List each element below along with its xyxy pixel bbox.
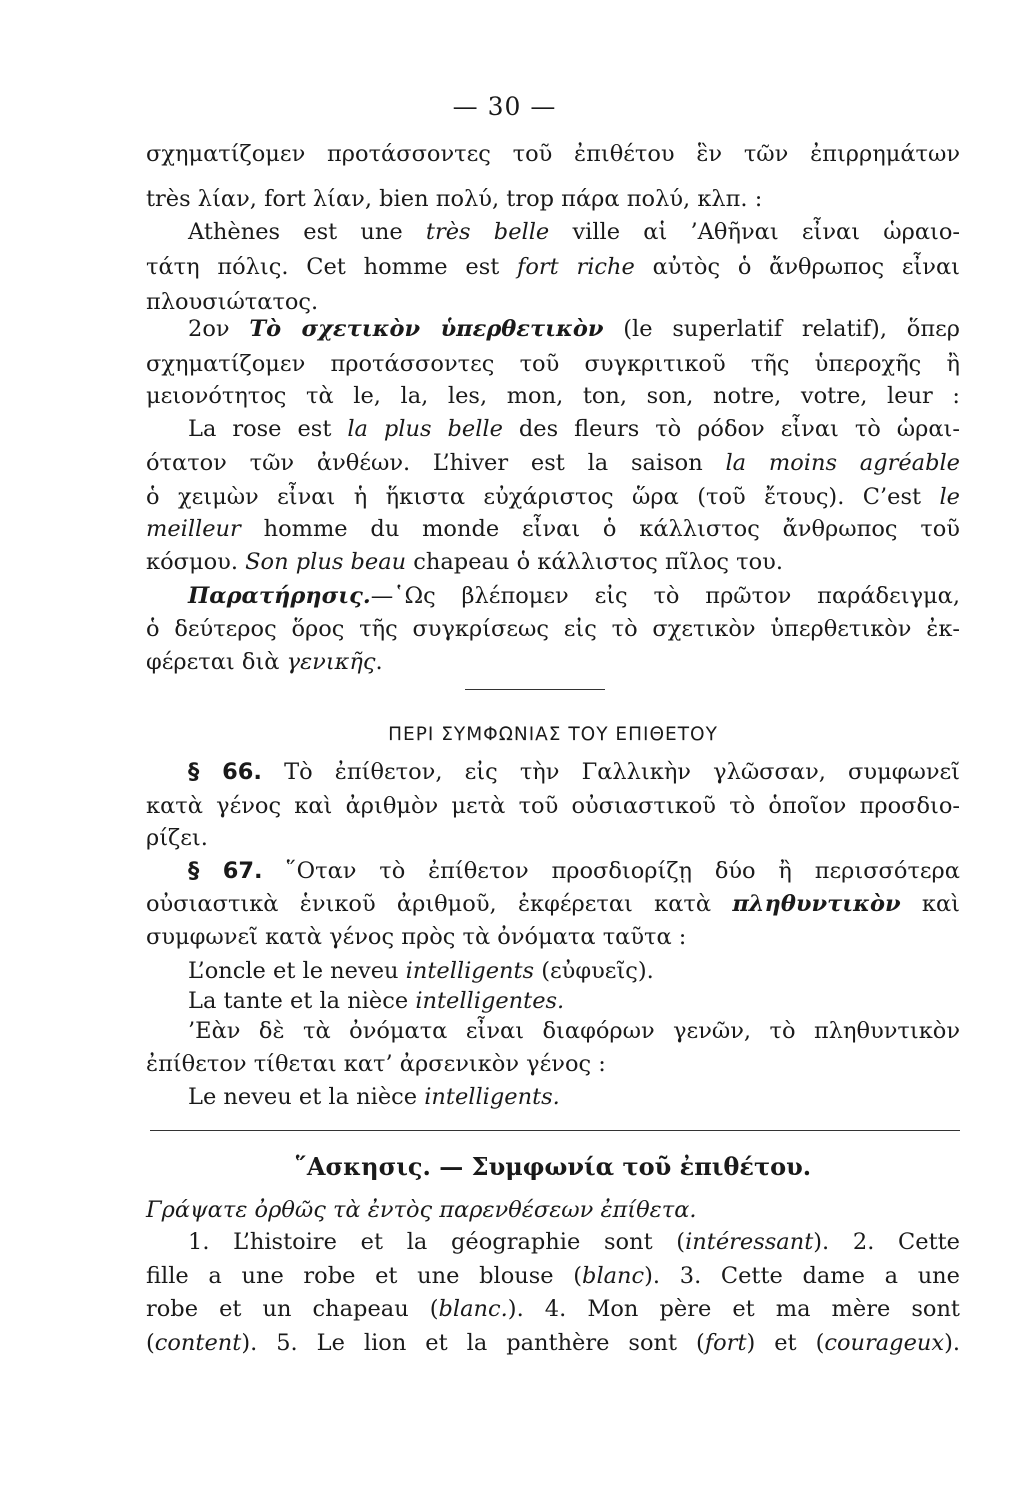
text-line: ρίζει. [146, 825, 208, 851]
text-line: μειονότητος τὰ le, la, les, mon, ton, son, notre, votre, leur : [146, 383, 960, 409]
text-line: πλουσιώτατος. [146, 289, 319, 315]
section-divider [465, 689, 605, 690]
text-line: σχηματίζομεν προτάσσοντες τοῦ συγκριτικοῦ τῆς ὑπεροχῆς ἢ [146, 351, 960, 377]
text-line: ότατον τῶν ἀνθέων. L’hiver est la saison la moins agréable [146, 450, 960, 476]
text-line: κατὰ γένος καὶ ἀριθμὸν μετὰ τοῦ οὐσιαστικοῦ τὸ ὁποῖον προσδιο- [146, 793, 960, 819]
text-line: L’oncle et le neveu intelligents (εὐφυεῖς). [188, 958, 654, 984]
text-line: La rose est la plus belle des fleurs τὸ ρόδον εἶναι τὸ ὡραι- [188, 416, 960, 442]
page-number: — 30 — [452, 92, 557, 121]
text-line: ὁ δεύτερος ὅρος τῆς συγκρίσεως εἰς τὸ σχετικὸν ὑπερθετικὸν ἐκ- [146, 616, 960, 642]
text-line: τάτη πόλις. Cet homme est fort riche αὐτὸς ὁ ἄνθρωπος εἶναι [146, 254, 960, 280]
text-line: La tante et la nièce intelligentes. [188, 988, 565, 1014]
text-line: ὁ χειμὼν εἶναι ἡ ἥκιστα εὐχάριστος ὥρα (τοῦ ἔτους). C’est le [146, 484, 960, 510]
text-line: très λίαν, fort λίαν, bien πολύ, trop πάρα πολύ, κλπ. : [146, 186, 763, 212]
text-line: Le neveu et la nièce intelligents. [188, 1084, 560, 1110]
text-line: meilleur homme du monde εἶναι ὁ κάλλιστος ἄνθρωπος τοῦ [146, 516, 960, 542]
text-line: § 66. Τὸ ἐπίθετον, εἰς τὴν Γαλλικὴν γλῶσσαν, συμφωνεῖ [188, 759, 960, 785]
exercise-line: fille a une robe et une blouse (blanc). 3. Cette dame a une [146, 1263, 960, 1289]
exercise-divider [150, 1130, 960, 1131]
text-line: φέρεται διὰ γενικῆς. [146, 649, 383, 675]
exercise-title: ῞Ασκησις. — Συμφωνία τοῦ ἐπιθέτου. [294, 1152, 812, 1181]
text-line: συμφωνεῖ κατὰ γένος πρὸς τὰ ὀνόματα ταῦτα : [146, 924, 687, 950]
section-heading: ΠΕΡΙ ΣΥΜΦΩΝΙΑΣ ΤΟΥ ΕΠΙΘΕΤΟΥ [388, 724, 718, 745]
text-line: Athènes est une très belle ville αἱ ’Αθῆναι εἶναι ὡραιο- [188, 219, 960, 245]
text-line: ἐπίθετον τίθεται κατ’ ἀρσενικὸν γένος : [146, 1051, 606, 1077]
text-line: Παρατήρησις.—῾Ως βλέπομεν εἰς τὸ πρῶτον παράδειγμα, [188, 583, 960, 609]
text-line: σχηματίζομεν προτάσσοντες τοῦ ἐπιθέτου ἓν τῶν ἐπιρρημάτων [146, 141, 960, 167]
exercise-instruction: Γράψατε ὀρθῶς τὰ ἐντὸς παρενθέσεων ἐπίθετα. [146, 1197, 697, 1223]
text-line: § 67. ῞Οταν τὸ ἐπίθετον προσδιορίζῃ δύο ἢ περισσότερα [188, 858, 960, 884]
text-line: κόσμου. Son plus beau chapeau ὁ κάλλιστος πῖλος του. [146, 549, 783, 575]
text-line: οὐσιαστικὰ ἑνικοῦ ἀριθμοῦ, ἐκφέρεται κατὰ πληθυντικὸν καὶ [146, 891, 961, 917]
exercise-line: robe et un chapeau (blanc.). 4. Mon père et ma mère sont [146, 1296, 960, 1322]
exercise-line: 1. L’histoire et la géographie sont (intéressant). 2. Cette [188, 1229, 960, 1255]
text-line: ’Εὰν δὲ τὰ ὀνόματα εἶναι διαφόρων γενῶν, τὸ πληθυντικὸν [188, 1018, 960, 1044]
exercise-line: (content). 5. Le lion et la panthère sont (fort) et (courageux). [146, 1330, 961, 1356]
text-line: 2ον Τὸ σχετικὸν ὑπερθετικὸν (le superlatif relatif), ὅπερ [188, 316, 960, 342]
